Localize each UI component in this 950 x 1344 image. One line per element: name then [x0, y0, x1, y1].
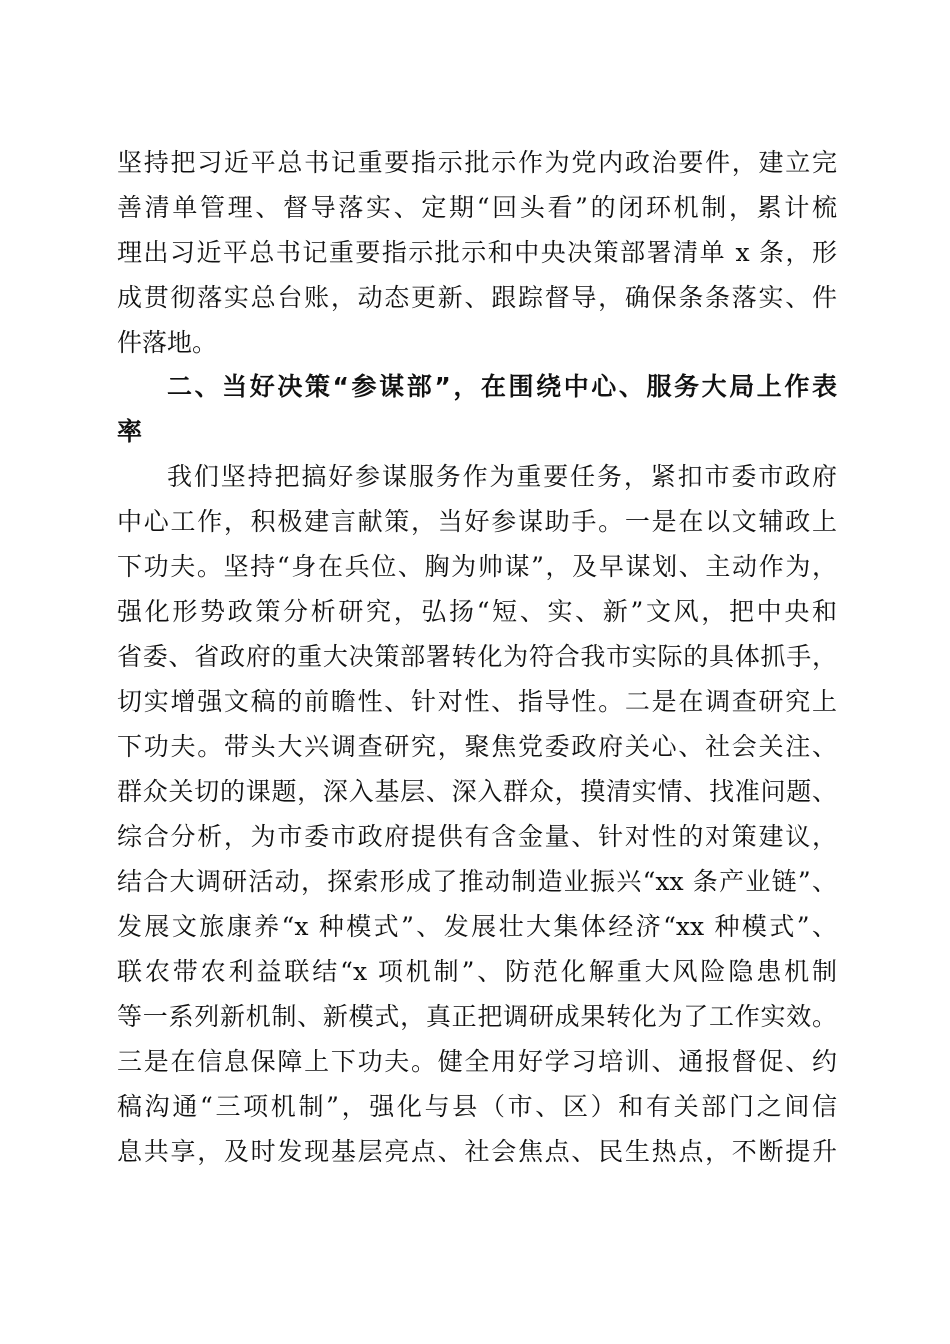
- section-heading: 二、当好决策“参谋部”，在围绕中心、服务大局上作表: [167, 372, 837, 401]
- paragraph2-line: 强化形势政策分析研究，弘扬“短、实、新”文风，把中央和: [117, 597, 837, 626]
- paragraph2-line: 省委、省政府的重大决策部署转化为符合我市实际的具体抓手，: [117, 642, 837, 671]
- paragraph2-line: 结合大调研活动，探索形成了推动制造业振兴“xx 条产业链”、: [117, 867, 837, 896]
- paragraph2-line: 息共享，及时发现基层亮点、社会焦点、民生热点，不断提升: [117, 1137, 837, 1166]
- paragraph2-line: 发展文旅康养“x 种模式”、发展壮大集体经济“xx 种模式”、: [117, 912, 837, 941]
- paragraph1-line: 善清单管理、督导落实、定期“回头看”的闭环机制，累计梳: [117, 193, 837, 222]
- paragraph1-line: 理出习近平总书记重要指示批示和中央决策部署清单 x 条，形: [117, 238, 837, 267]
- paragraph2-line: 我们坚持把搞好参谋服务作为重要任务，紧扣市委市政府: [167, 462, 837, 491]
- paragraph2-line: 切实增强文稿的前瞻性、针对性、指导性。二是在调查研究上: [117, 687, 837, 716]
- section-heading: 率: [117, 417, 143, 446]
- paragraph2-line: 中心工作，积极建言献策，当好参谋助手。一是在以文辅政上: [117, 507, 837, 536]
- paragraph2-line: 等一系列新机制、新模式，真正把调研成果转化为了工作实效。: [117, 1002, 837, 1031]
- paragraph2-line: 下功夫。坚持“身在兵位、胸为帅谋”，及早谋划、主动作为，: [117, 552, 837, 581]
- paragraph2-line: 三是在信息保障上下功夫。健全用好学习培训、通报督促、约: [117, 1047, 837, 1076]
- paragraph2-line: 下功夫。带头大兴调查研究，聚焦党委政府关心、社会关注、: [117, 732, 837, 761]
- paragraph1-line: 坚持把习近平总书记重要指示批示作为党内政治要件，建立完: [117, 148, 837, 177]
- paragraph1-line: 件落地。: [117, 328, 218, 357]
- paragraph2-line: 群众关切的课题，深入基层、深入群众，摸清实情、找准问题、: [117, 777, 837, 806]
- paragraph1-line: 成贯彻落实总台账，动态更新、跟踪督导，确保条条落实、件: [117, 283, 837, 312]
- paragraph2-line: 稿沟通“三项机制”，强化与县（市、区）和有关部门之间信: [117, 1092, 837, 1121]
- paragraph2-line: 联农带农利益联结“x 项机制”、防范化解重大风险隐患机制: [117, 957, 837, 986]
- paragraph2-line: 综合分析，为市委市政府提供有含金量、针对性的对策建议，: [117, 822, 837, 851]
